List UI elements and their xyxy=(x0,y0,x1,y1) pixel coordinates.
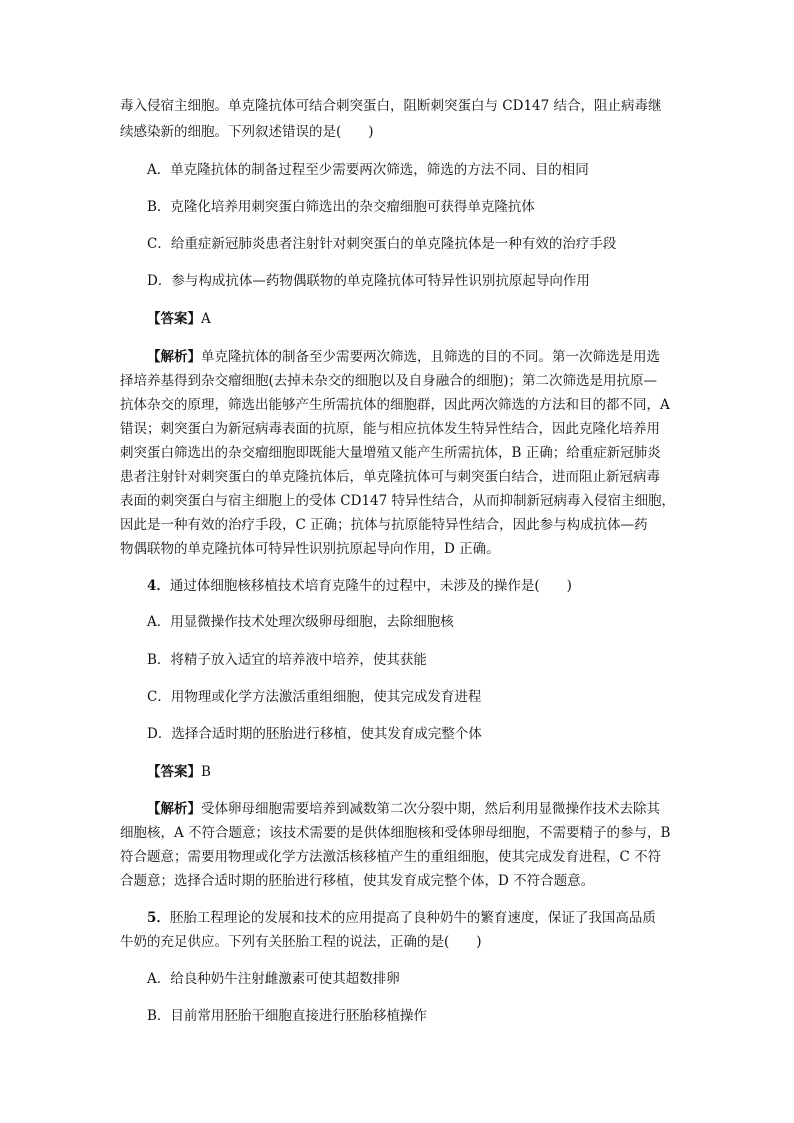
q3-analysis-line-2: 择培养基得到杂交瘤细胞(去掉未杂交的细胞以及自身融合的细胞)；第二次筛选是用抗原— xyxy=(120,373,658,389)
q4-option-a: A．用显微操作技术处理次级卵母细胞，去除细胞核 xyxy=(147,614,454,630)
q4-analysis-label: 【解析】 xyxy=(147,801,201,817)
q3-analysis-line-5: 刺突蛋白筛选出的杂交瘤细胞即既能大量增殖又能产生所需抗体，B 正确；给重症新冠肺炎 xyxy=(120,445,661,461)
q4-option-c: C．用物理或化学方法激活重组细胞，使其完成发育进程 xyxy=(147,689,482,705)
q3-analysis-line-3: 抗体杂交的原理，筛选出能够产生所需抗体的细胞群，因此两次筛选的方法和目的都不同，A xyxy=(120,397,670,413)
q4-option-b: B．将精子放入适宜的培养液中培养，使其获能 xyxy=(147,652,427,668)
q3-analysis-line-1: 【解析】单克隆抗体的制备至少需要两次筛选，且筛选的目的不同。第一次筛选是用选 xyxy=(147,349,660,365)
q3-option-b: B．克隆化培养用刺突蛋白筛选出的杂交瘤细胞可获得单克隆抗体 xyxy=(147,199,535,215)
q3-stem-line-2: 续感染新的细胞。下列叙述错误的是( ) xyxy=(120,124,374,140)
q3-analysis-line-4: 错误；刺突蛋白为新冠病毒表面的抗原，能与相应抗体发生特异性结合，因此克隆化培养用 xyxy=(120,421,660,437)
q4-answer xyxy=(147,762,211,782)
q4-option-d: D．选择合适时期的胚胎进行移植，使其发育成完整个体 xyxy=(147,726,482,742)
q5-number: 5． xyxy=(147,910,170,926)
q4-analysis-line-4: 合题意；选择合适时期的胚胎进行移植，使其发育成完整个体，D 不符合题意。 xyxy=(120,873,595,889)
q4-analysis-line-1: 【解析】受体卵母细胞需要培养到减数第二次分裂中期，然后利用显微操作技术去除其 xyxy=(147,801,660,817)
q3-analysis-line-8: 因此是一种有效的治疗手段，C 正确；抗体与抗原能特异性结合，因此参与构成抗体—药 xyxy=(120,517,648,533)
q4-stem: 4．通过体细胞核移植技术培育克隆牛的过程中，未涉及的操作是( ) xyxy=(147,578,572,594)
q3-answer-label: 【答案】 xyxy=(147,311,201,327)
q3-option-c: C．给重症新冠肺炎患者注射针对刺突蛋白的单克隆抗体是一种有效的治疗手段 xyxy=(147,236,617,252)
q3-option-d: D．参与构成抗体—药物偶联物的单克隆抗体可特异性识别抗原起导向作用 xyxy=(147,273,590,289)
q5-option-a: A．给良种奶牛注射雌激素可使其超数排卵 xyxy=(147,971,400,987)
q3-option-a: A．单克隆抗体的制备过程至少需要两次筛选，筛选的方法不同、目的相同 xyxy=(147,162,589,178)
q3-stem-line-1: 毒入侵宿主细胞。单克隆抗体可结合刺突蛋白，阻断刺突蛋白与 CD147 结合，阻止病毒继 xyxy=(120,98,662,114)
q3-analysis-label: 【解析】 xyxy=(147,349,201,365)
q4-answer-label: 【答案】 xyxy=(147,764,201,780)
q5-stem-line-1: 5．胚胎工程理论的发展和技术的应用提高了良种奶牛的繁育速度，保证了我国高品质 xyxy=(147,910,656,926)
q4-analysis-line-2: 细胞核，A 不符合题意；该技术需要的是供体细胞核和受体卵母细胞，不需要精子的参与，B xyxy=(120,825,671,841)
q3-analysis-line-9: 物偶联物的单克隆抗体可特异性识别抗原起导向作用，D 正确。 xyxy=(120,541,500,557)
q3-answer-value: A xyxy=(201,311,211,327)
q5-option-b: B．目前常用胚胎干细胞直接进行胚胎移植操作 xyxy=(147,1008,427,1024)
q4-number: 4． xyxy=(147,578,170,594)
q4-answer-value: B xyxy=(201,764,211,780)
q3-answer xyxy=(147,309,211,329)
q5-stem-line-2: 牛奶的充足供应。下列有关胚胎工程的说法，正确的是( ) xyxy=(120,934,482,950)
q3-analysis-line-6: 患者注射针对刺突蛋白的单克隆抗体后，单克隆抗体可与刺突蛋白结合，进而阻止新冠病毒 xyxy=(120,469,660,485)
q3-analysis-line-7: 表面的刺突蛋白与宿主细胞上的受体 CD147 特异性结合，从而抑制新冠病毒入侵宿主细胞， xyxy=(120,493,676,509)
q4-analysis-line-3: 符合题意；需要用物理或化学方法激活核移植产生的重组细胞，使其完成发育进程，C 不符 xyxy=(120,849,662,865)
